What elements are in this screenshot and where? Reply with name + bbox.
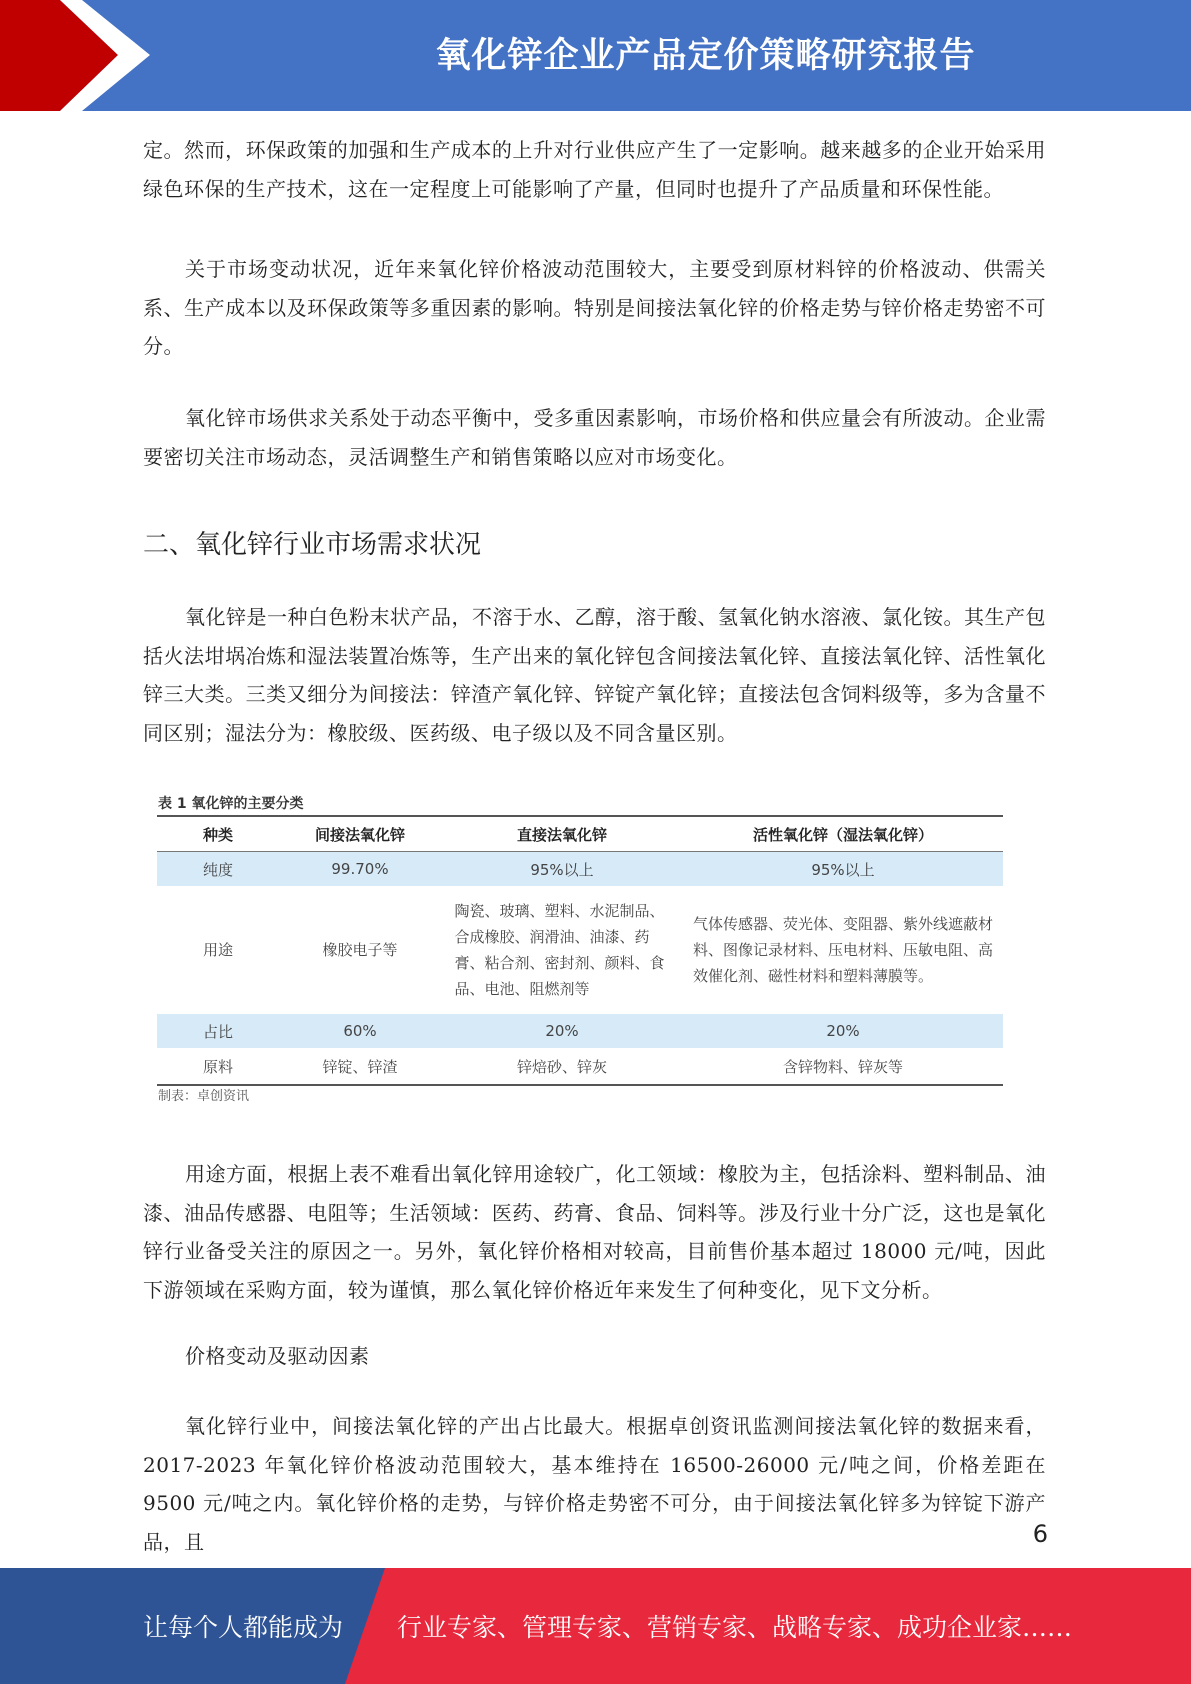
table-cell: 锌锭、锌渣 — [322, 1057, 398, 1076]
paragraph-1-container — [143, 131, 1046, 208]
table-header-cell: 种类 — [157, 816, 279, 852]
footer-slogan-left: 让每个人都能成为 — [143, 1613, 344, 1642]
header-chevron-decoration — [0, 0, 160, 111]
paragraph-1: 定。然而，环保政策的加强和生产成本的上升对行业供应产生了一定影响。越来越多的企业开始采用绿色环保的生产技术，这在一定程度上可能影响了产量，但同时也提升了产品质量和环保性能。 — [143, 138, 1046, 201]
table-row — [157, 886, 1003, 1014]
table-cell: 用途 — [202, 941, 233, 959]
paragraph-7-container — [143, 1407, 1046, 1561]
table-header-row — [157, 816, 1003, 852]
table-row — [157, 1048, 1003, 1085]
paragraph-3: 氧化锌市场供求关系处于动态平衡中，受多重因素影响，市场价格和供应量会有所波动。企业需要密切关注市场动态，灵活调整生产和销售策略以应对市场变化。 — [143, 406, 1046, 469]
table-cell: 占比 — [157, 1014, 279, 1048]
table-caption: 表 1 氧化锌的主要分类 — [158, 796, 304, 812]
section-heading: 二、氧化锌行业市场需求状况 — [143, 530, 482, 560]
table-row — [157, 1014, 1003, 1048]
table-header-cell: 直接法氧化锌 — [441, 816, 683, 852]
subheading-price-change: 价格变动及驱动因素 — [185, 1344, 370, 1368]
table-cell: 95%以上 — [683, 852, 1003, 887]
table-cell-text: 陶瓷、玻璃、塑料、水泥制品、合成橡胶、润滑油、油漆、药膏、粘合剂、密封剂、颜料、食品、电池、阻燃剂等 — [454, 902, 665, 998]
table-cell: 20% — [441, 1014, 683, 1048]
table-header-cell: 间接法氧化锌 — [279, 816, 441, 852]
classification-table — [157, 815, 1003, 1086]
table-cell — [441, 886, 683, 1014]
table-cell: 含锌物料、锌灰等 — [782, 1057, 903, 1076]
table-cell: 99.70% — [279, 852, 441, 887]
paragraph-3-container — [143, 399, 1046, 476]
table-header-cell: 活性氧化锌（湿法氧化锌） — [683, 816, 1003, 852]
table-cell: 原料 — [202, 1057, 233, 1076]
table-cell: 橡胶电子等 — [322, 941, 398, 959]
page-footer — [0, 1568, 1191, 1684]
paragraph-6-container — [143, 1337, 1046, 1376]
paragraph-2-container — [143, 250, 1046, 366]
table-cell-text: 气体传感器、荧光体、变阻器、紫外线遮蔽材料、图像记录材料、压电材料、压敏电阻、高效催化剂、磁性材料和塑料薄膜等。 — [693, 915, 994, 985]
footer-slogan-right: 行业专家、管理专家、营销专家、战略专家、成功企业家…… — [397, 1613, 1073, 1642]
report-title: 氧化锌企业产品定价策略研究报告 — [435, 36, 976, 76]
table-cell — [683, 886, 1003, 1014]
paragraph-5: 用途方面，根据上表不难看出氧化锌用途较广，化工领域：橡胶为主，包括涂料、塑料制品、油漆、油品传感器、电阻等；生活领域：医药、药膏、食品、饲料等。涉及行业十分广泛，这也是氧化锌行业备受关注的原因之一。另外，氧化锌价格相对较高，目前售价基本超过 18000 元/吨，因此下游领域在采购方面，较为谨慎，那么氧化锌价格近年来发生了何种变化，见下文分析。 — [143, 1162, 1046, 1302]
table-cell: 纯度 — [157, 852, 279, 887]
table-cell: 60% — [279, 1014, 441, 1048]
table-cell: 20% — [683, 1014, 1003, 1048]
paragraph-2: 关于市场变动状况，近年来氧化锌价格波动范围较大，主要受到原材料锌的价格波动、供需关系、生产成本以及环保政策等多重因素的影响。特别是间接法氧化锌的价格走势与锌价格走势密不可分。 — [143, 257, 1046, 358]
page-header — [0, 0, 1191, 111]
page-number: 6 — [1032, 1520, 1048, 1548]
paragraph-4: 氧化锌是一种白色粉末状产品，不溶于水、乙醇，溶于酸、氢氧化钠水溶液、氯化铵。其生产包括火法坩埚冶炼和湿法装置冶炼等，生产出来的氧化锌包含间接法氧化锌、直接法氧化锌、活性氧化锌三大类。三类又细分为间接法：锌渣产氧化锌、锌锭产氧化锌；直接法包含饲料级等，多为含量不同区别；湿法分为：橡胶级、医药级、电子级以及不同含量区别。 — [143, 605, 1046, 745]
table-source-note: 制表：卓创资讯 — [158, 1089, 250, 1104]
paragraph-4-container — [143, 598, 1046, 752]
table-cell: 95%以上 — [441, 852, 683, 887]
table-cell: 锌焙砂、锌灰 — [516, 1057, 607, 1076]
table-row — [157, 852, 1003, 887]
paragraph-7: 氧化锌行业中，间接法氧化锌的产出占比最大。根据卓创资讯监测间接法氧化锌的数据来看，2017-2023 年氧化锌价格波动范围较大，基本维持在 16500-26000 元/吨之间，价格差距在 9500 元/吨之内。氧化锌价格的走势，与锌价格走势密不可分，由于间接法氧化锌多为锌锭下游产品，且 — [143, 1414, 1046, 1554]
paragraph-5-container — [143, 1155, 1046, 1309]
